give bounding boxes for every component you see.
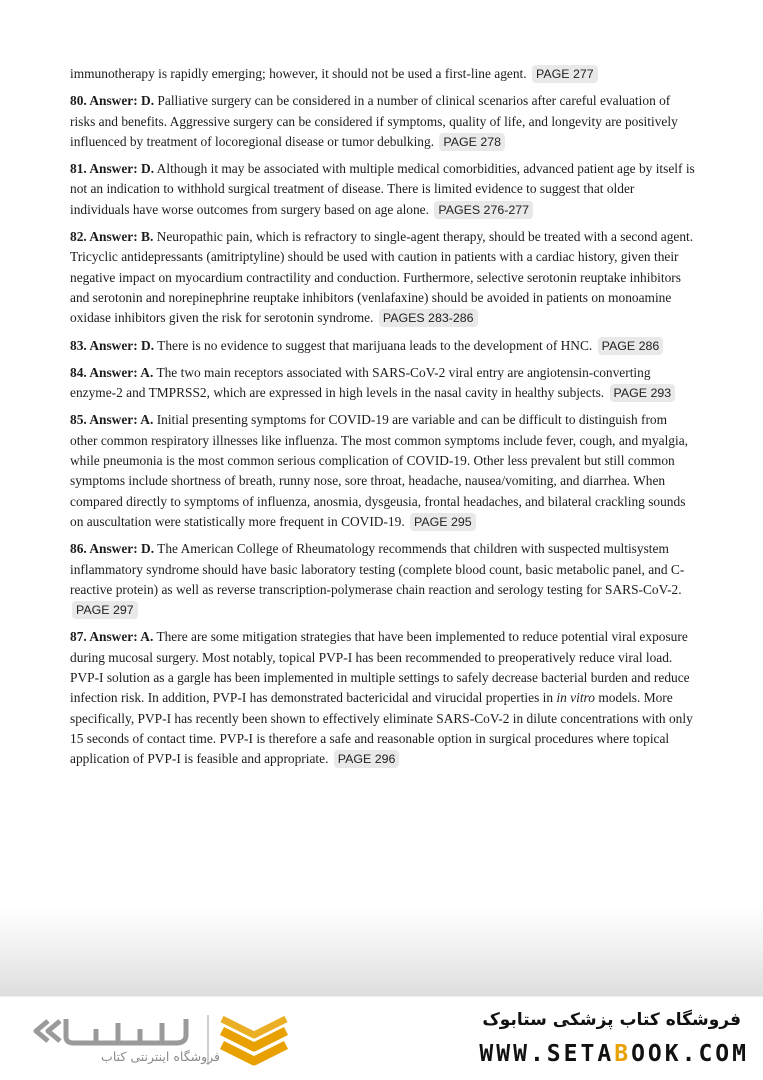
page-reference: PAGE 286 <box>598 337 664 355</box>
intro-paragraph <box>70 64 696 84</box>
answer-text-italic: in vitro <box>556 690 595 706</box>
page-reference: PAGE 293 <box>610 384 676 402</box>
answer-label: 84. Answer: A. <box>70 364 154 380</box>
answer-87 <box>70 627 696 769</box>
answer-label: 82. Answer: B. <box>70 229 154 245</box>
answer-label: 81. Answer: D. <box>70 161 155 177</box>
intro-text: immunotherapy is rapidly emerging; however, it should not be used a first-line agent. <box>70 66 527 81</box>
answer-label: 85. Answer: A. <box>70 412 154 428</box>
answer-text: Neuropathic pain, which is refractory to single-agent therapy, should be treated with a second agent. Tricyclic antidepressants (amitriptyline) should be used with caution in patients with a cardiac history, given their negative impact on myocardium contractility and conduction. Furthermore, selective serotonin reuptake inhibitors and serotonin and norepinephrine reuptake inhibitors (venlafaxine) should be avoided in patients on monoamine oxidase inhibitors given the risk for serotonin syndrome. <box>70 229 694 326</box>
store-url-part2: OOK.COM <box>631 1041 749 1067</box>
answer-label: 80. Answer: D. <box>70 93 155 109</box>
page-reference: PAGE 277 <box>532 65 598 83</box>
page-reference: PAGES 283-286 <box>379 309 478 327</box>
page-reference: PAGE 296 <box>334 750 400 768</box>
answer-84 <box>70 363 696 404</box>
logo-tagline: فروشگاه اینترنتی کتاب <box>101 1049 220 1064</box>
answer-text: The two main receptors associated with SARS-CoV-2 viral entry are angiotensin-converting enzyme-2 and TMPRSS2, which are expressed in high levels in the nasal cavity in healthy subjects. <box>70 364 651 401</box>
logo-wordmark: ستابوک <box>124 1037 128 1038</box>
answer-text: The American College of Rheumatology recommends that children with suspected multisystem inflammatory syndrome should have basic laboratory testing (complete blood count, basic metabolic panel, and C-reactive protein) as well as reverse transcription-polymerase chain reaction and serology testing for SARS-CoV-2. <box>70 541 685 597</box>
answer-label: 86. Answer: D. <box>70 541 155 557</box>
answer-text: Although it may be associated with multiple medical comorbidities, advanced patient age by itself is not an indication to withhold surgical treatment of disease. There is limited evidence to suggest that older individuals have worse outcomes from surgery based on age alone. <box>70 161 695 217</box>
answer-text: There are some mitigation strategies that have been implemented to reduce potential viral exposure during mucosal surgery. Most notably, topical PVP-I has been recommended to preoperatively reduce viral load. PVP-I solution as a gargle has been implemented in multiple settings to safely decrease bacterial burden and reduce infection risk. In addition, PVP-I has demonstrated bactericidal and virucidal properties in <box>70 629 690 706</box>
answer-label: 83. Answer: D. <box>70 337 155 353</box>
answers-text <box>70 64 696 777</box>
answer-82 <box>70 227 696 328</box>
answer-label: 87. Answer: A. <box>70 629 154 645</box>
answer-86 <box>70 539 696 620</box>
page-reference: PAGE 297 <box>72 601 138 619</box>
answer-83 <box>70 336 696 356</box>
page-reference: PAGE 295 <box>410 513 476 531</box>
store-footer <box>0 997 763 1080</box>
answer-text: Palliative surgery can be considered in a number of clinical scenarios after careful evaluation of risks and benefits. Aggressive surgery can be considered if symptoms, quality of life, and longevity are positively influenced by treatment of locoregional disease or tumor debulking. <box>70 93 678 149</box>
setabook-logo <box>26 1007 296 1073</box>
store-url-part1: WWW.SETA <box>479 1041 615 1067</box>
page-reference: PAGES 276-277 <box>434 201 533 219</box>
answer-text: There is no evidence to suggest that marijuana leads to the development of HNC. <box>157 337 593 353</box>
store-url[interactable] <box>479 1041 749 1067</box>
answer-80 <box>70 91 696 152</box>
answer-text: Initial presenting symptoms for COVID-19 are variable and can be difficult to distinguish from other common respiratory illnesses like influenza. The most common symptoms include fever, cough, and myalgia, while pneumonia is the most common serious complication of COVID-19. Other less prevalent but still common symptoms include shortness of breath, runny nose, sore throat, headache, nausea/vomiting, and diarrhea. When compared directly to symptoms of influenza, anosmia, dysgeusia, frontal headaches, and bilateral crackling sounds on auscultation were statistically more frequent in COVID-19. <box>70 412 689 529</box>
store-name: فروشگاه کتاب پزشکی ستابوک <box>482 1010 741 1030</box>
page-reference: PAGE 278 <box>439 133 505 151</box>
answer-81 <box>70 159 696 220</box>
answer-85 <box>70 410 696 532</box>
answer-text-continued: models. More specifically, PVP-I has recently been shown to effectively eliminate SARS-CoV-2 in dilute concentrations with only 15 seconds of contact time. PVP-I is therefore a safe and reasonable option in surgical procedures where topical application of PVP-I is feasible and appropriate. <box>70 690 693 767</box>
store-url-accent: B <box>614 1041 632 1067</box>
